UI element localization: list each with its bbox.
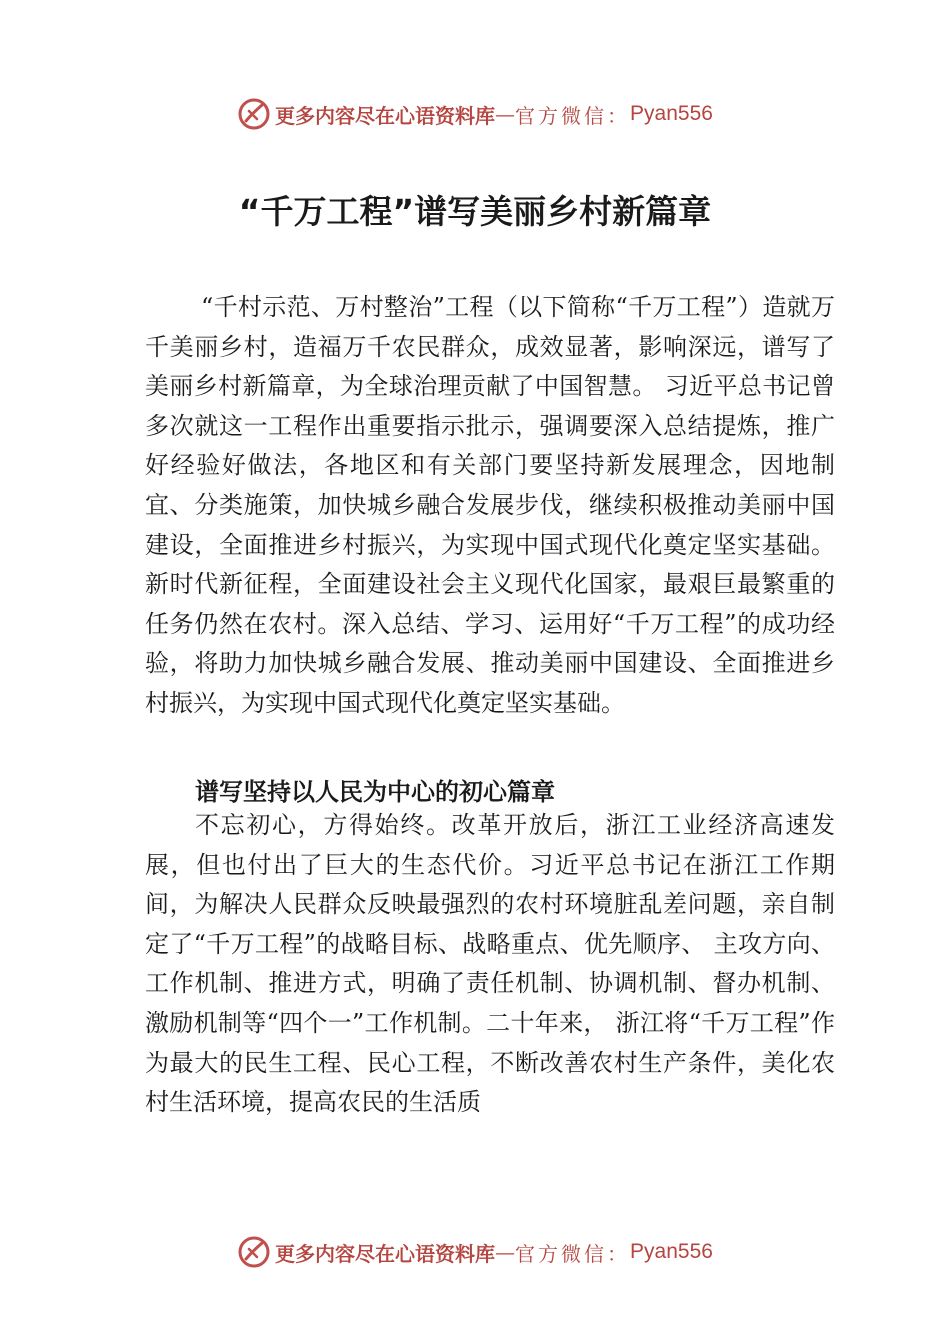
brush-logo-icon — [237, 1235, 271, 1269]
banner-separator: — — [495, 1240, 516, 1264]
footer-banner — [0, 1230, 950, 1274]
banner-text: 更多内容尽在心语资料库 — [275, 1241, 496, 1266]
header-banner — [0, 92, 950, 136]
brush-logo-icon — [237, 97, 271, 131]
banner-text: 更多内容尽在心语资料库 — [275, 103, 496, 128]
banner-account: Pyan556 — [630, 102, 713, 125]
banner-account: Pyan556 — [630, 1240, 713, 1263]
section-heading: 谱写坚持以人民为中心的初心篇章 — [195, 778, 555, 806]
body-paragraph-1: “千村示范、万村整治”工程（以下简称“千万工程”）造就万千美丽乡村，造福万千农民群众，成效显著，影响深远，谱写了美丽乡村新篇章，为全球治理贡献了中国智慧。 习近平总书记曾多次就这一工程作出重要指示批示，强调要深入总结提炼，推广好经验好做法，各地区和有关部门要坚持新发展理念，因地制宜、分类施策，加快城乡融合发展步伐，继续积极推动美丽中国建设，全面推进乡村振兴，为实现中国式现代化奠定坚实基础。新时代新征程，全面建设社会主义现代化国家，最艰巨最繁重的任务仍然在农村。深入总结、学习、运用好“千万工程”的成功经验，将助力加快城乡融合发展、推动美丽中国建设、全面推进乡村振兴，为实现中国式现代化奠定坚实基础。 — [145, 293, 835, 717]
banner-separator: — — [495, 102, 516, 126]
document-title: “千万工程”谱写美丽乡村新篇章 — [238, 192, 712, 231]
banner-label: 官方微信： — [515, 103, 631, 128]
body-paragraph-2: 不忘初心，方得始终。改革开放后，浙江工业经济高速发展，但也付出了巨大的生态代价。习近平总书记在浙江工作期间，为解决人民群众反映最强烈的农村环境脏乱差问题，亲自制定了“千万工程”的战略目标、战略重点、优先顺序、 主攻方向、工作机制、推进方式，明确了责任机制、协调机制、督办机制、激励机制等“四个一”工作机制。二十年来， 浙江将“千万工程”作为最大的民生工程、民心工程，不断改善农村生产条件，美化农村生活环境，提高农民的生活质 — [145, 811, 835, 1117]
banner-label: 官方微信： — [515, 1241, 631, 1266]
